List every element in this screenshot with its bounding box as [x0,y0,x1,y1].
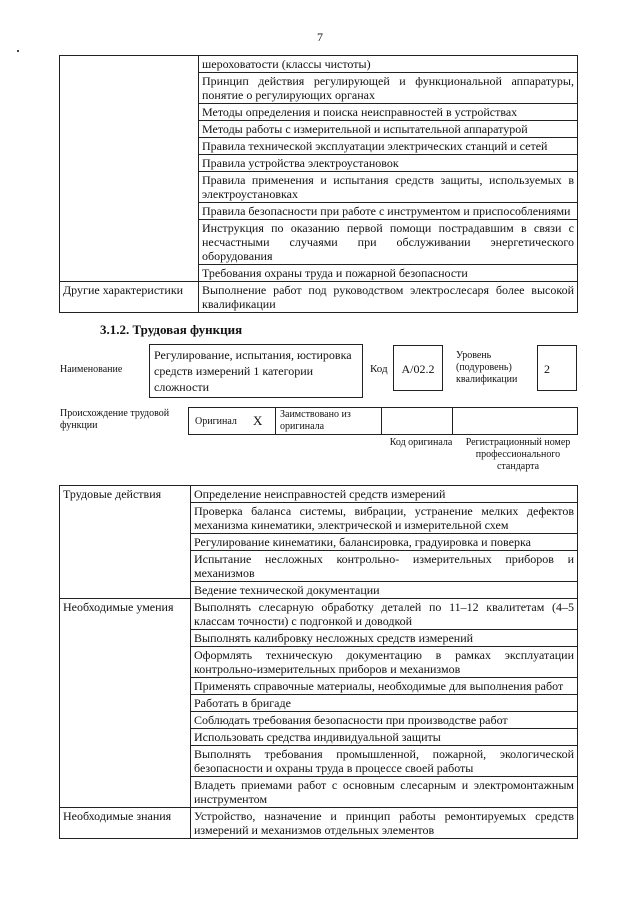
code-original-caption: Код оригинала [389,437,453,448]
skill-row: Владеть приемами работ с основным слесарным и электромонтажным инструментом [191,777,578,808]
other-characteristics-label: Другие характеристики [60,282,199,313]
knowledge-row: Правила применения и испытания средств защиты, используемых в электроустановках [199,172,578,203]
scan-dot [17,50,19,52]
skill-row: Применять справочные материалы, необходимые для выполнения работ [191,678,578,695]
original-label: Оригинал [195,416,237,427]
other-characteristics-value: Выполнение работ под руководством электрослесаря более высокой квалификации [199,282,578,313]
knowledge-label: Необходимые знания [60,808,191,839]
name-label: Наименование [60,364,123,375]
page-number: 7 [317,30,323,44]
original-cell [188,407,276,435]
level-value: 2 [537,345,577,391]
origin-label: Происхождение трудовой функции [60,408,170,431]
skills-label: Необходимые умения [60,599,191,808]
skill-row: Выполнять калибровку несложных средств измерений [191,630,578,647]
name-value: Регулирование, испытания, юстировка средств измерений 1 категории сложности [149,344,363,398]
action-row: Ведение технической документации [191,582,578,599]
section-heading: 3.1.2. Трудовая функция [100,322,243,337]
knowledge-row: Правила безопасности при работе с инструментом и приспособлениями [199,203,578,220]
knowledge-row: Инструкция по оказанию первой помощи пострадавшим в связи с несчастными случаями при обслуживании энергетического оборудования [199,220,578,265]
knowledge-row: Методы работы с измерительной и испытательной аппаратурой [199,121,578,138]
function-table [59,485,578,839]
knowledge-row: Методы определения и поиска неисправностей в устройствах [199,104,578,121]
skill-row: Выполнять слесарную обработку деталей по 11–12 квалитетам (4–5 классам точности) с подгонкой и доводкой [191,599,578,630]
code-value: А/02.2 [393,345,443,391]
knowledge-row: Принцип действия регулирующей и функциональной аппаратуры, понятие о регулирующих органах [199,73,578,104]
action-row: Проверка баланса системы, вибрации, устранение мелких дефектов механизма кинематики, электрической и измерительной схем [191,503,578,534]
reg-number-cell [452,407,578,435]
knowledge-row: Правила устройства электроустановок [199,155,578,172]
skill-row: Выполнять требования промышленной, пожарной, экологической безопасности и охраны труда в процессе своей работы [191,746,578,777]
reg-number-caption: Регистрационный номер профессионального стандарта [465,437,571,472]
actions-label: Трудовые действия [60,486,191,599]
knowledge-row: Устройство, назначение и принцип работы ремонтируемых средств измерений и механизмов отдельных элементов [191,808,578,839]
action-row: Регулирование кинематики, балансировка, градуировка и поверка [191,534,578,551]
borrowed-label: Заимствовано из оригинала [275,407,382,435]
knowledge-row: Требования охраны труда и пожарной безопасности [199,265,578,282]
skill-row: Использовать средства индивидуальной защиты [191,729,578,746]
action-row: Испытание несложных контрольно- измерительных приборов и механизмов [191,551,578,582]
code-label: Код [370,363,388,375]
knowledge-row: Правила технической эксплуатации электрических станций и сетей [199,138,578,155]
action-row: Определение неисправностей средств измерений [191,486,578,503]
skill-row: Оформлять техническую документацию в рамках эксплуатации контрольно-измерительных приборов и механизмов [191,647,578,678]
code-original-cell [381,407,453,435]
empty-label-cell [60,56,199,282]
knowledge-row: шероховатости (классы чистоты) [199,56,578,73]
knowledge-continued-table [59,55,578,313]
original-mark: X [253,413,263,428]
level-label: Уровень (подуровень) квалификации [456,350,518,385]
skill-row: Работать в бригаде [191,695,578,712]
skill-row: Соблюдать требования безопасности при производстве работ [191,712,578,729]
